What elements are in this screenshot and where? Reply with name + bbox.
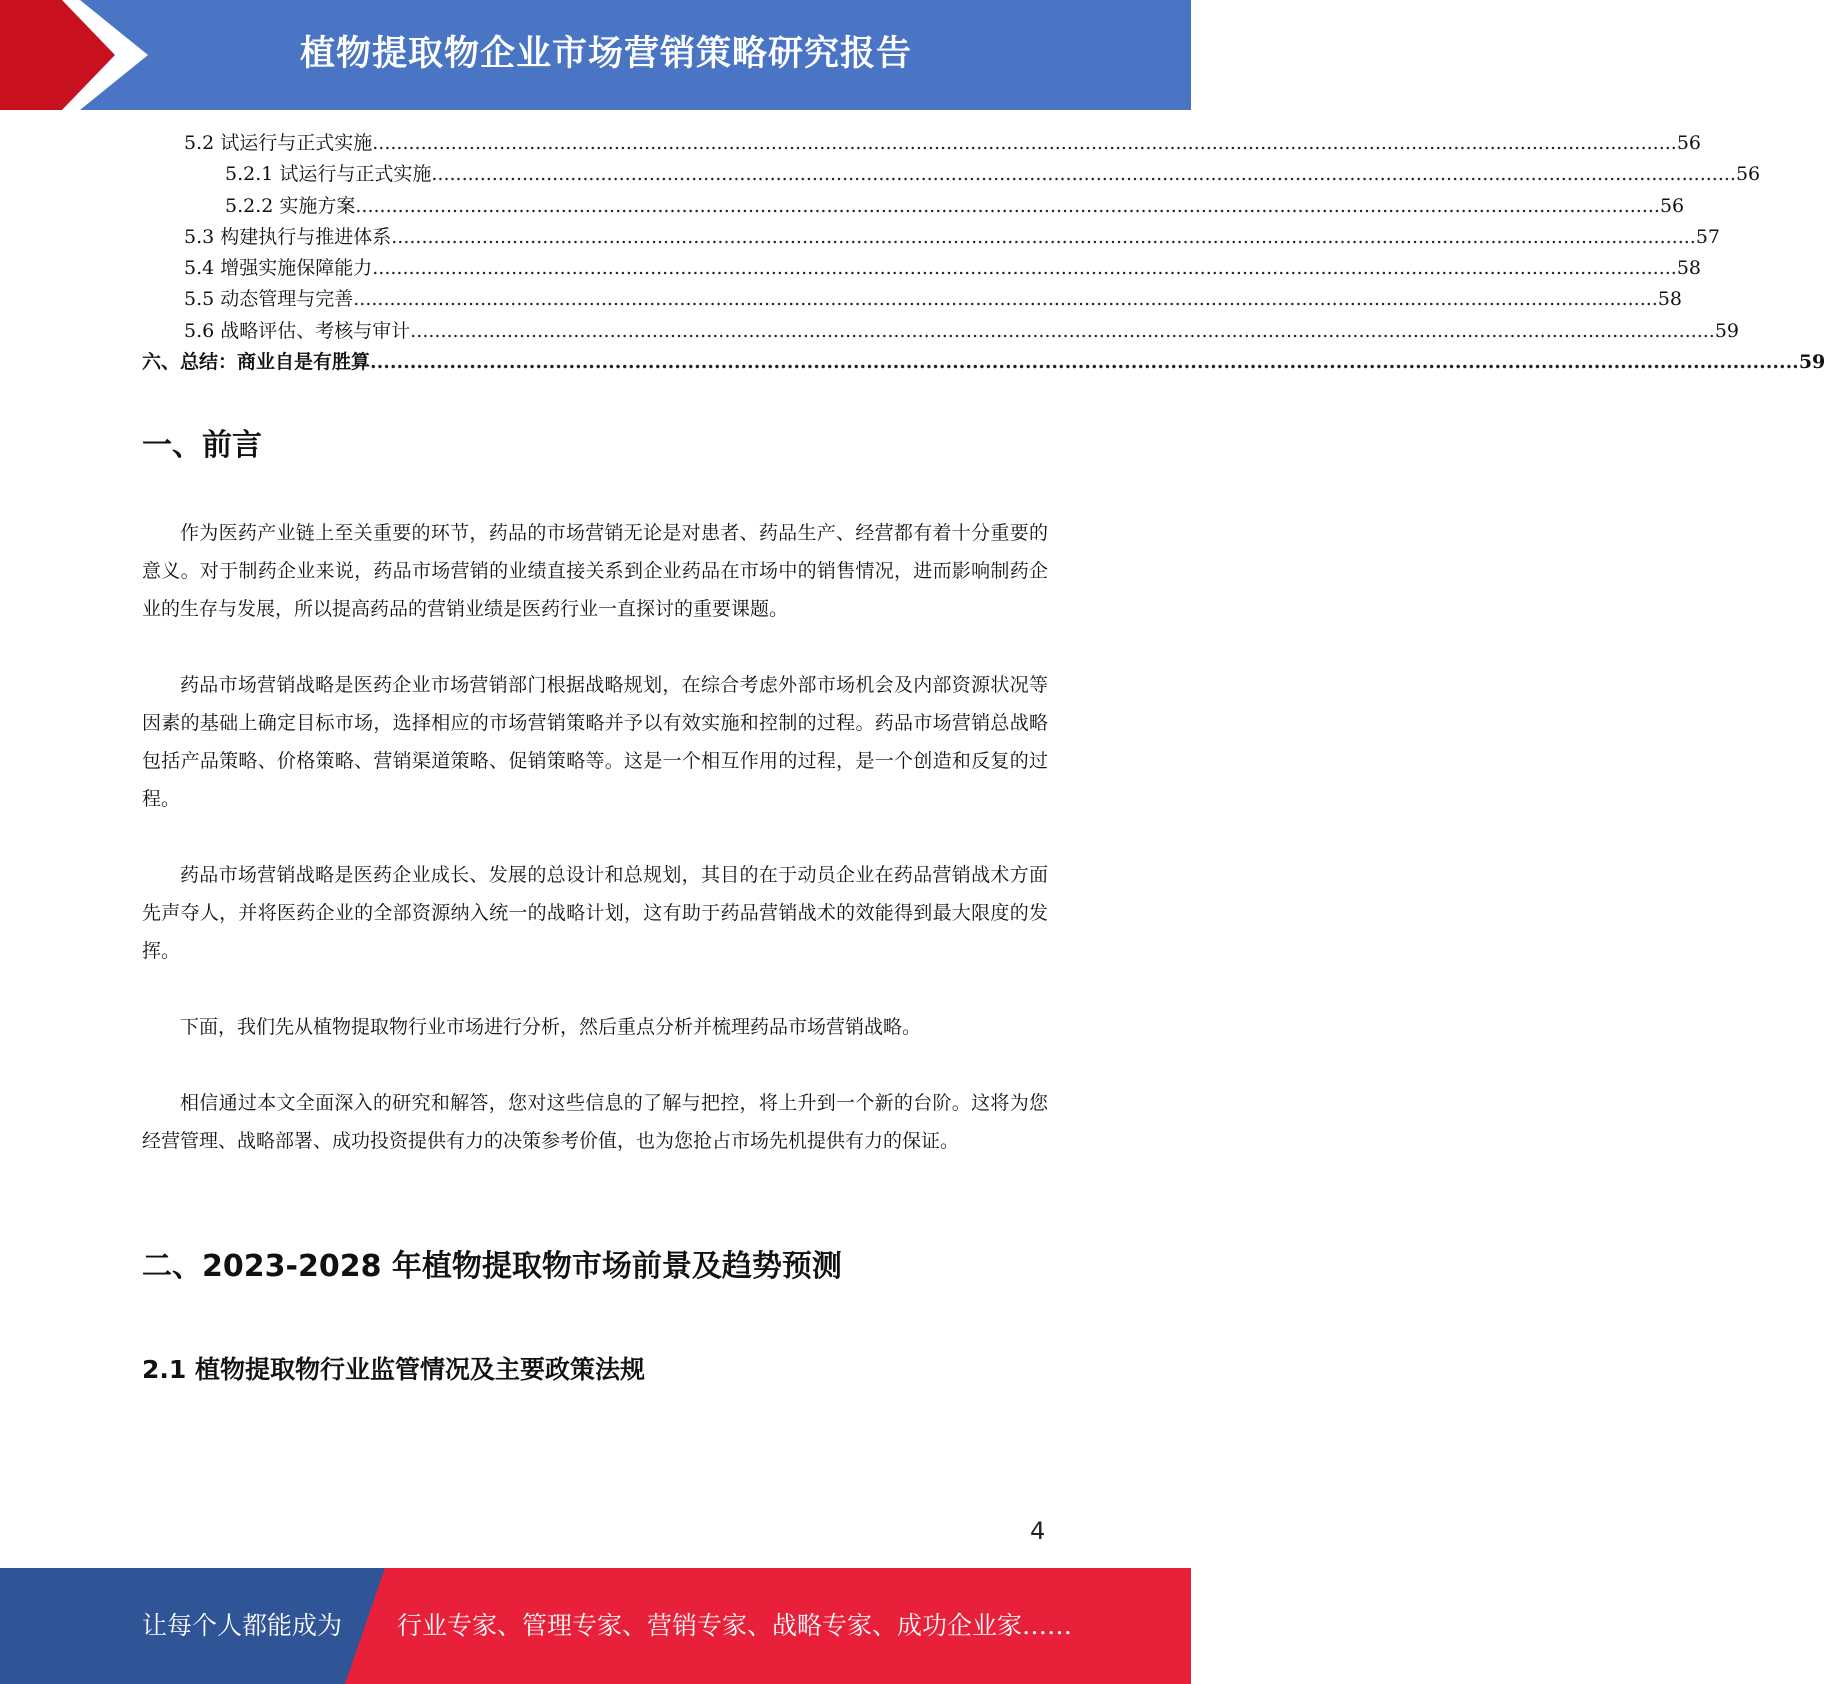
toc-entry[interactable] <box>142 222 1720 253</box>
toc-entry-page: 59 <box>1714 319 1739 342</box>
toc-leader-dots: ........................................................................................................................................................................................................................ <box>410 319 1715 342</box>
section-heading: 二、2023-2028 年植物提取物市场前景及趋势预测 <box>142 1249 842 1284</box>
toc-leader-dots: ........................................................................................................................................................................................................................ <box>391 225 1696 248</box>
toc-entry-page: 58 <box>1657 288 1682 311</box>
toc-leader-dots: ........................................................................................................................................................................................................................ <box>370 351 1799 374</box>
toc-entry-title: 5.5 动态管理与完善 <box>184 288 354 311</box>
toc-entry-page: 56 <box>1659 194 1685 217</box>
toc-entry-title: 5.6 战略评估、考核与审计 <box>184 319 411 342</box>
toc-entry-page: 59 <box>1798 351 1825 374</box>
body-paragraph: 下面，我们先从植物提取物行业市场进行分析，然后重点分析并梳理药品市场营销战略。 <box>180 1016 922 1038</box>
toc-entry-page: 58 <box>1676 257 1701 280</box>
toc-entry[interactable] <box>142 347 1825 378</box>
toc-entry-page: 56 <box>1676 132 1701 154</box>
toc-entry[interactable] <box>142 159 1761 190</box>
body-paragraph: 相信通过本文全面深入的研究和解答，您对这些信息的了解与把控，将上升到一个新的台阶。这将为您经营管理、战略部署、成功投资提供有力的决策参考价值，也为您抢占市场先机提供有力的保证。 <box>142 1092 1048 1152</box>
toc-entry[interactable] <box>142 128 1701 159</box>
toc-entry-title: 5.3 构建执行与推进体系 <box>184 225 392 248</box>
header-arrow-decoration <box>0 0 160 110</box>
body-paragraph: 药品市场营销战略是医药企业市场营销部门根据战略规划，在综合考虑外部市场机会及内部资源状况等因素的基础上确定目标市场，选择相应的市场营销策略并予以有效实施和控制的过程。药品市场营销总战略包括产品策略、价格策略、营销渠道策略、促销策略等。这是一个相互作用的过程，是一个创造和反复的过程。 <box>142 674 1048 810</box>
toc-entry-title: 5.2.1 试运行与正式实施 <box>225 163 432 186</box>
footer-slogan-left: 让每个人都能成为 <box>142 1611 343 1640</box>
toc-leader-dots: ........................................................................................................................................................................................................................ <box>355 194 1660 217</box>
page-number: 4 <box>1030 1517 1046 1545</box>
toc-entry-title: 5.4 增强实施保障能力 <box>184 257 373 280</box>
body-paragraph: 药品市场营销战略是医药企业成长、发展的总设计和总规划，其目的在于动员企业在药品营销战术方面先声夺人，并将医药企业的全部资源纳入统一的战略计划，这有助于药品营销战术的效能得到最大限度的发挥。 <box>142 864 1048 962</box>
toc-entry[interactable] <box>142 191 1685 222</box>
header-bar <box>0 0 1191 110</box>
toc-entry-title: 5.2.2 实施方案 <box>225 194 356 217</box>
toc-entry-page: 56 <box>1735 163 1761 186</box>
toc-entry-title: 六、总结：商业自是有胜算 <box>142 351 371 374</box>
toc-leader-dots: ........................................................................................................................................................................................................................ <box>372 132 1677 154</box>
toc-entry[interactable] <box>142 316 1739 347</box>
toc-leader-dots: ........................................................................................................................................................................................................................ <box>431 163 1736 186</box>
toc-leader-dots: ........................................................................................................................................................................................................................ <box>372 257 1677 280</box>
table-of-contents <box>142 128 1825 378</box>
body-paragraph: 作为医药产业链上至关重要的环节，药品的市场营销无论是对患者、药品生产、经营都有着十分重要的意义。对于制药企业来说，药品市场营销的业绩直接关系到企业药品在市场中的销售情况，进而影响制药企业的生存与发展，所以提高药品的营销业绩是医药行业一直探讨的重要课题。 <box>142 522 1048 620</box>
toc-leader-dots: ........................................................................................................................................................................................................................ <box>353 288 1658 311</box>
toc-entry[interactable] <box>142 253 1701 284</box>
toc-entry-page: 57 <box>1695 225 1720 248</box>
toc-entry-title: 5.2 试运行与正式实施 <box>184 132 373 154</box>
report-title: 植物提取物企业市场营销策略研究报告 <box>300 34 913 74</box>
footer-banner <box>0 1568 1191 1684</box>
subsection-heading: 2.1 植物提取物行业监管情况及主要政策法规 <box>142 1355 645 1384</box>
toc-entry[interactable] <box>142 284 1682 315</box>
footer-slogan-right: 行业专家、管理专家、营销专家、战略专家、成功企业家…… <box>397 1611 1073 1640</box>
section-heading: 一、前言 <box>142 428 262 463</box>
